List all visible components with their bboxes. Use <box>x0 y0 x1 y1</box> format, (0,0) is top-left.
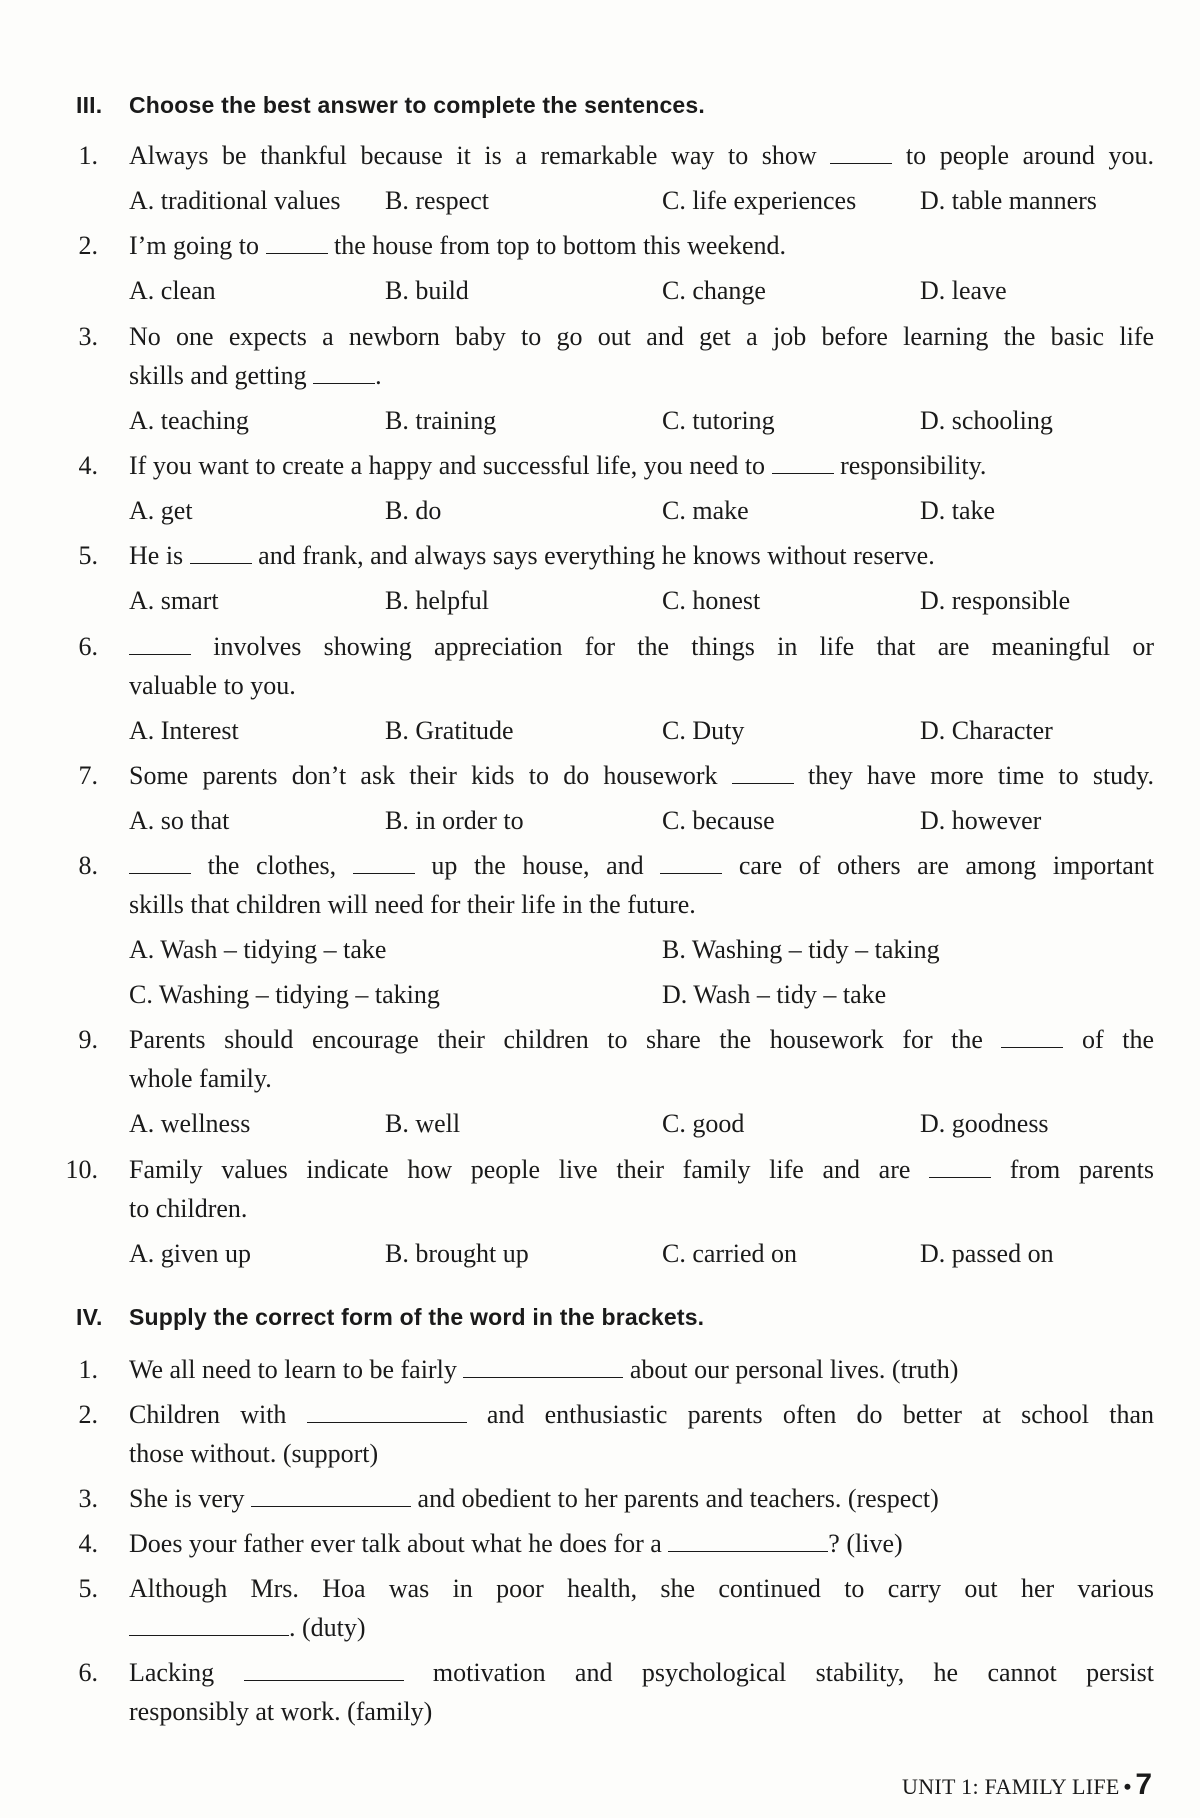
page-footer <box>902 1768 1152 1802</box>
answer-blank[interactable] <box>353 855 415 874</box>
option-a[interactable]: A. teaching <box>129 406 249 435</box>
question-number: 6. <box>78 632 98 661</box>
option-d[interactable]: D. Wash – tidy – take <box>662 980 887 1009</box>
answer-blank[interactable] <box>307 1404 467 1423</box>
option-c[interactable]: C. change <box>662 276 766 305</box>
question-number: 6. <box>78 1658 98 1687</box>
section-title: Supply the correct form of the word in the brackets. <box>129 1304 705 1330</box>
answer-blank[interactable] <box>463 1359 623 1378</box>
question-text: Parents should encourage their children to share the housework for the of the <box>129 1025 1154 1054</box>
question-number: 1. <box>78 1355 98 1384</box>
answer-blank[interactable] <box>772 455 834 474</box>
section-4-heading <box>76 1304 704 1331</box>
page-number: 7 <box>1135 1768 1152 1801</box>
option-b[interactable]: B. helpful <box>385 586 489 615</box>
option-c[interactable]: C. honest <box>662 586 761 615</box>
question-text: He is and frank, and always says everything he knows without reserve. <box>129 541 935 570</box>
answer-blank[interactable] <box>1001 1029 1063 1048</box>
option-d[interactable]: D. Character <box>920 716 1053 745</box>
answer-blank[interactable] <box>129 636 191 655</box>
answer-blank[interactable] <box>668 1533 828 1552</box>
question-text: the clothes, up the house, and care of others are among important <box>129 851 1154 881</box>
question-text-continued: responsibly at work. (family) <box>129 1697 433 1726</box>
option-d[interactable]: D. table manners <box>920 186 1097 215</box>
question-text: Family values indicate how people live their family life and are from parents <box>129 1155 1155 1184</box>
option-b[interactable]: B. respect <box>385 186 489 215</box>
option-b[interactable]: B. do <box>385 496 442 525</box>
question-number: 7. <box>78 761 98 790</box>
option-d[interactable]: D. leave <box>920 276 1007 305</box>
option-b[interactable]: B. build <box>385 276 469 305</box>
answer-blank[interactable] <box>660 855 722 874</box>
answer-blank[interactable] <box>732 765 794 784</box>
question-text: If you want to create a happy and successful life, you need to responsibility. <box>129 451 987 480</box>
question-text: involves showing appreciation for the things in life that are meaningful or <box>129 632 1154 662</box>
question-text: I’m going to the house from top to bottom this weekend. <box>129 231 787 260</box>
answer-blank[interactable] <box>929 1159 991 1178</box>
option-b[interactable]: B. training <box>385 406 497 435</box>
question-text-continued: skills and getting . <box>129 361 382 390</box>
answer-blank[interactable] <box>190 545 252 564</box>
section-number: III. <box>76 92 103 118</box>
option-b[interactable]: B. Washing – tidy – taking <box>662 935 940 964</box>
question-text-continued: whole family. <box>129 1064 272 1093</box>
question-text-continued: to children. <box>129 1194 248 1223</box>
option-c[interactable]: C. good <box>662 1109 745 1138</box>
question-text-continued: those without. (support) <box>129 1439 379 1468</box>
separator-bullet: • <box>1123 1774 1132 1799</box>
option-c[interactable]: C. Washing – tidying – taking <box>129 980 440 1009</box>
question-text-continued: valuable to you. <box>129 671 296 700</box>
answer-blank[interactable] <box>129 1617 289 1636</box>
answer-blank[interactable] <box>313 365 375 384</box>
question-number: 10. <box>65 1155 98 1184</box>
option-c[interactable]: C. life experiences <box>662 186 857 215</box>
option-c[interactable]: C. tutoring <box>662 406 775 435</box>
question-text: Always be thankful because it is a remarkable way to show to people around you. <box>129 141 1154 170</box>
question-text-continued: . (duty) <box>129 1613 1154 1643</box>
option-a[interactable]: A. traditional values <box>129 186 341 215</box>
question-text: Although Mrs. Hoa was in poor health, she continued to carry out her various <box>129 1574 1154 1603</box>
answer-blank[interactable] <box>266 235 328 254</box>
question-number: 3. <box>78 322 98 351</box>
option-a[interactable]: A. clean <box>129 276 216 305</box>
option-b[interactable]: B. well <box>385 1109 461 1138</box>
option-d[interactable]: D. however <box>920 806 1042 835</box>
option-b[interactable]: B. in order to <box>385 806 524 835</box>
question-text: She is very and obedient to her parents and teachers. (respect) <box>129 1484 939 1513</box>
option-c[interactable]: C. make <box>662 496 749 525</box>
question-number: 1. <box>78 141 98 170</box>
option-a[interactable]: A. wellness <box>129 1109 251 1138</box>
unit-title: UNIT 1: FAMILY LIFE <box>902 1774 1120 1799</box>
option-a[interactable]: A. Interest <box>129 716 239 745</box>
section-3-heading <box>76 92 705 119</box>
option-d[interactable]: D. schooling <box>920 406 1053 435</box>
option-d[interactable]: D. passed on <box>920 1239 1054 1268</box>
option-b[interactable]: B. brought up <box>385 1239 529 1268</box>
question-text-continued: skills that children will need for their life in the future. <box>129 890 696 919</box>
option-a[interactable]: A. so that <box>129 806 230 835</box>
question-number: 5. <box>78 541 98 570</box>
option-d[interactable]: D. goodness <box>920 1109 1049 1138</box>
question-text: Children with and enthusiastic parents often do better at school than <box>129 1400 1154 1429</box>
option-a[interactable]: A. Wash – tidying – take <box>129 935 387 964</box>
option-b[interactable]: B. Gratitude <box>385 716 514 745</box>
section-title: Choose the best answer to complete the sentences. <box>129 92 706 118</box>
answer-blank[interactable] <box>830 145 892 164</box>
option-d[interactable]: D. responsible <box>920 586 1071 615</box>
question-number: 4. <box>78 1529 98 1558</box>
question-text: No one expects a newborn baby to go out and get a job before learning the basic life <box>129 322 1154 351</box>
question-number: 8. <box>78 851 98 880</box>
question-number: 9. <box>78 1025 98 1054</box>
question-text: Does your father ever talk about what he does for a ? (live) <box>129 1529 903 1558</box>
question-text: Lacking motivation and psychological stability, he cannot persist <box>129 1658 1154 1687</box>
question-number: 2. <box>78 1400 98 1429</box>
answer-blank[interactable] <box>129 855 191 874</box>
option-a[interactable]: A. given up <box>129 1239 252 1268</box>
option-c[interactable]: C. because <box>662 806 775 835</box>
option-c[interactable]: C. carried on <box>662 1239 798 1268</box>
question-number: 2. <box>78 231 98 260</box>
question-number: 3. <box>78 1484 98 1513</box>
answer-blank[interactable] <box>251 1488 411 1507</box>
option-d[interactable]: D. take <box>920 496 996 525</box>
section-number: IV. <box>76 1304 103 1330</box>
option-a[interactable]: A. smart <box>129 586 219 615</box>
question-number: 4. <box>78 451 98 480</box>
answer-blank[interactable] <box>244 1662 404 1681</box>
question-text: We all need to learn to be fairly about our personal lives. (truth) <box>129 1355 959 1384</box>
option-c[interactable]: C. Duty <box>662 716 745 745</box>
question-text: Some parents don’t ask their kids to do housework they have more time to study. <box>129 761 1154 790</box>
option-a[interactable]: A. get <box>129 496 193 525</box>
question-number: 5. <box>78 1574 98 1603</box>
